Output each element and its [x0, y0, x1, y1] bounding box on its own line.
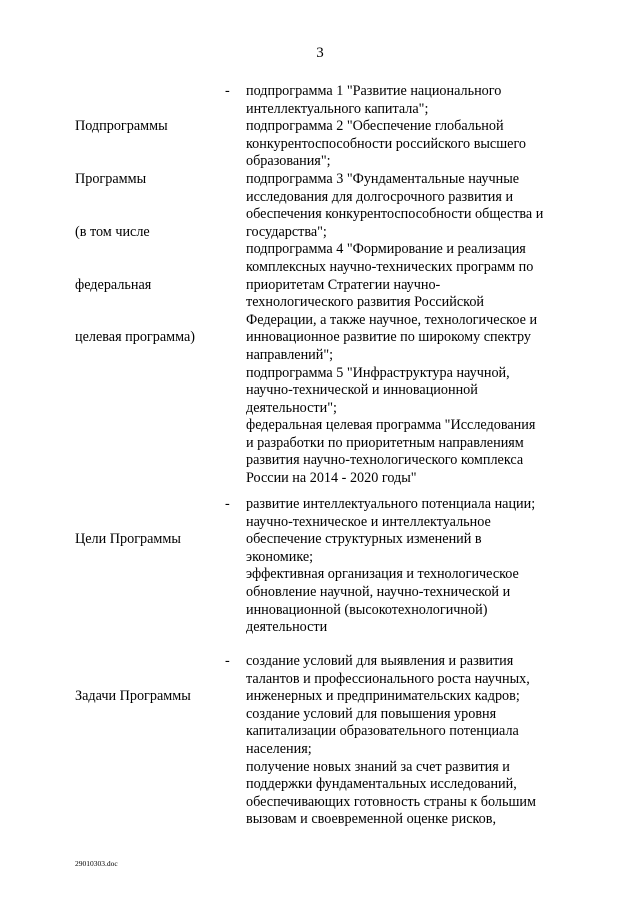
content-line: получение новых знаний за счет развития и: [246, 758, 510, 775]
content-line: образования";: [246, 153, 331, 170]
row-content: [246, 496, 586, 637]
content-line: приоритетам Стратегии научно-: [246, 276, 441, 293]
content-line: Федерации, а также научное, технологическое и: [246, 311, 538, 328]
content-line: вызовам и своевременной оценке рисков,: [246, 811, 497, 828]
row-label: [75, 496, 235, 584]
content-line: талантов и профессионального роста научных,: [246, 670, 530, 687]
content-line: поддержки фундаментальных исследований,: [246, 776, 517, 793]
content-line: развития научно-технологического комплекса: [246, 452, 524, 469]
row-content: [246, 653, 586, 829]
label-line: Задачи Программы: [75, 688, 191, 705]
content-line: развитие интеллектуального потенциала нации;: [246, 496, 536, 512]
content-line: деятельности: [246, 619, 328, 636]
content-line: подпрограмма 2 "Обеспечение глобальной: [246, 118, 504, 135]
content-line: инженерных и предпринимательских кадров;: [246, 688, 520, 705]
content-line: обеспечение структурных изменений в: [246, 531, 482, 548]
content-line: научно-техническое и интеллектуальное: [246, 513, 491, 530]
row-label: [75, 83, 235, 382]
content-line: государства";: [246, 223, 327, 240]
content-line: обеспечения конкурентоспособности общества и: [246, 206, 544, 223]
row-label: [75, 653, 235, 741]
content-line: обеспечивающих готовность страны к большим: [246, 793, 536, 810]
page-number: 3: [316, 45, 324, 61]
content-line: технологического развития Российской: [246, 294, 485, 311]
footer-filename: 29010303.doc: [75, 859, 118, 868]
content-line: подпрограмма 3 "Фундаментальные научные: [246, 170, 520, 187]
label-line: Подпрограммы: [75, 118, 168, 135]
label-line: федеральная: [75, 276, 152, 293]
content-line: инновационное развитие по широкому спектру: [246, 329, 531, 346]
content-line: конкурентоспособности российского высшего: [246, 135, 527, 152]
row-dash: -: [225, 83, 230, 99]
content-line: и разработки по приоритетным направлениям: [246, 434, 524, 451]
content-line: создание условий для повышения уровня: [246, 705, 497, 722]
content-line: направлений";: [246, 346, 334, 363]
label-line: Программы: [75, 170, 147, 187]
content-line: исследования для долгосрочного развития и: [246, 188, 514, 205]
row-content: [246, 83, 586, 488]
content-line: эффективная организация и технологическое: [246, 566, 519, 583]
content-line: населения;: [246, 740, 312, 757]
content-line: деятельности";: [246, 399, 337, 416]
content-line: подпрограмма 5 "Инфраструктура научной,: [246, 364, 510, 381]
label-line: целевая программа): [75, 329, 196, 346]
content-line: инновационной (высокотехнологичной): [246, 601, 488, 618]
content-line: капитализации образовательного потенциала: [246, 723, 519, 740]
content-line: комплексных научно-технических программ по: [246, 258, 534, 275]
row-dash: -: [225, 496, 230, 512]
content-line: подпрограмма 1 "Развитие национального: [246, 83, 502, 99]
content-line: России на 2014 - 2020 годы": [246, 470, 417, 487]
label-line: (в том числе: [75, 223, 150, 240]
content-line: подпрограмма 4 "Формирование и реализация: [246, 241, 526, 258]
content-line: научно-технической и инновационной: [246, 382, 478, 399]
content-line: федеральная целевая программа "Исследования: [246, 417, 536, 434]
row-dash: -: [225, 653, 230, 669]
content-line: экономике;: [246, 548, 314, 565]
content-line: интеллектуального капитала";: [246, 100, 429, 117]
content-line: обновление научной, научно-технической и: [246, 583, 511, 600]
label-line: Цели Программы: [75, 531, 181, 548]
content-line: создание условий для выявления и развития: [246, 653, 514, 669]
